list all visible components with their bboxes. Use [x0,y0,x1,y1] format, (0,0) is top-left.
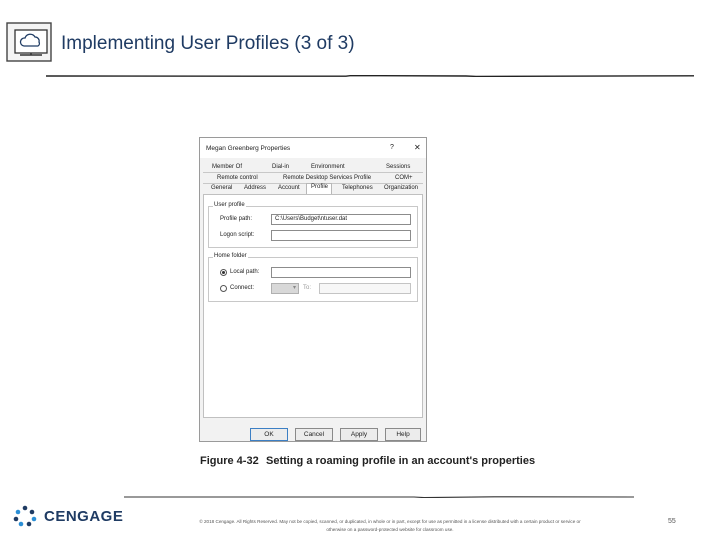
tab-sessions[interactable]: Sessions [386,164,411,170]
dialog-title: Megan Greenberg Properties [206,145,291,152]
brand-name: CENGAGE [44,508,124,525]
home-folder-legend: Home folder [214,253,247,259]
tab-rds-profile[interactable]: Remote Desktop Services Profile [283,175,372,181]
tab-profile[interactable]: Profile [311,184,329,190]
connect-label: Connect: [230,285,255,291]
tab-general[interactable]: General [211,185,233,191]
local-path-input[interactable] [271,267,411,278]
home-folder-group [208,253,418,302]
tab-organization[interactable]: Organization [384,185,419,191]
connect-to-input[interactable] [319,283,411,294]
figure-caption: Setting a roaming profile in an account's properties [266,455,536,467]
page-number: 55 [668,518,676,525]
copyright-line-2: otherwise on a password-protected website for classroom use. [326,527,454,532]
properties-dialog [199,137,427,442]
help-icon[interactable]: ? [390,144,394,151]
ok-button[interactable]: OK [250,428,288,441]
drive-letter-select[interactable] [271,283,299,294]
tab-address[interactable]: Address [244,185,267,191]
copyright-text [140,518,640,534]
copyright-line-1: © 2018 Cengage. All Rights Reserved. May not be copied, scanned, or duplicated, in whole or in part, except for use as permitted in a license distributed with a certain product or service or [199,519,581,524]
cloud-monitor-icon [6,22,52,62]
tab-telephones[interactable]: Telephones [342,185,373,191]
cancel-button[interactable]: Cancel [295,428,333,441]
tab-dial-in[interactable]: Dial-in [272,164,290,170]
chevron-down-icon: ▾ [292,285,296,291]
footer-divider [124,496,634,498]
tab-environment[interactable]: Environment [311,164,345,170]
tab-remote-control[interactable]: Remote control [217,175,258,181]
figure-number: Figure 4-32 [200,455,259,467]
tab-account[interactable]: Account [278,185,300,191]
logon-script-input[interactable] [271,230,411,241]
connect-radio[interactable] [220,285,227,292]
profile-tab-panel [203,194,423,418]
apply-button[interactable]: Apply [340,428,378,441]
local-path-label: Local path: [230,269,260,275]
local-path-radio[interactable] [220,269,227,276]
profile-path-label: Profile path: [220,216,253,222]
cengage-dots-icon [13,505,37,527]
close-icon[interactable]: ✕ [414,143,421,152]
help-button[interactable]: Help [385,428,421,441]
logon-script-label: Logon script: [220,232,255,238]
tab-row-divider [203,172,423,173]
tab-com-plus[interactable]: COM+ [395,175,413,181]
profile-path-input[interactable]: C:\Users\Budget\ntuser.dat [271,214,411,225]
slide-title: Implementing User Profiles (3 of 3) [61,33,355,54]
title-divider [46,75,694,77]
dialog-titlebar [200,138,426,158]
user-profile-legend: User profile [214,202,245,208]
tab-member-of[interactable]: Member Of [212,164,243,170]
user-profile-group [208,202,418,248]
to-label: To: [303,285,312,291]
